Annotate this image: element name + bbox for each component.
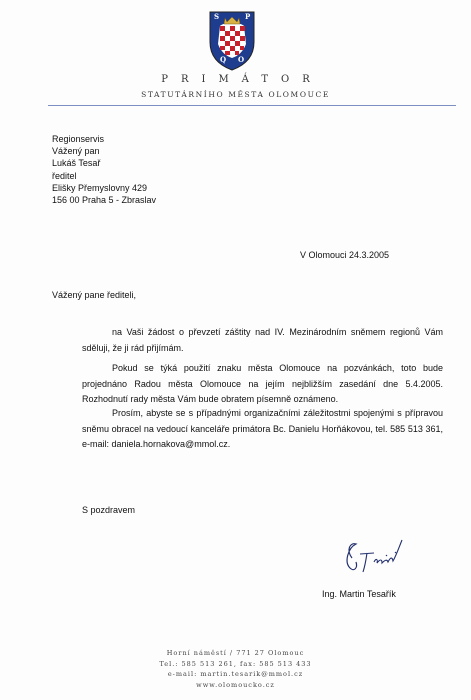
paragraph: Pokud se týká použití znaku města Olomouce na pozvánkách, toto bude projednáno Radou města Olomouce na jejím nejbližším zasedání dne 5.4.2005. Rozhodnutí rady města Vám bude obratem písemně oznámeno. <box>82 363 443 404</box>
paragraph: Prosím, abyste se s případnými organizačními záležitostmi spojenými s přípravou sněmu obracel na vedoucí kanceláře primátora Bc. Danielu Horňákovou, tel. 585 513 361, e-mail: daniela.hornakova@mmol.cz. <box>82 408 443 449</box>
crest-letter-q: Q <box>220 55 227 64</box>
handwritten-signature-icon <box>330 528 420 580</box>
header-divider <box>48 105 456 106</box>
signer-name: Ing. Martin Tesařík <box>322 589 396 599</box>
recipient-line: Regionservis <box>52 134 105 144</box>
recipient-line: Vážený pan <box>52 146 100 157</box>
recipient-line: Lukáš Tesař <box>52 158 101 169</box>
footer-address: Horní náměstí / 771 27 Olomouc <box>166 649 305 657</box>
recipient-address <box>52 133 156 206</box>
closing: S pozdravem <box>82 505 136 515</box>
letterhead-title: PRIMÁTOR <box>161 74 323 85</box>
crest-letter-p: P <box>245 12 251 21</box>
recipient-line: 156 00 Praha 5 - Zbraslav <box>52 195 157 206</box>
paragraph: na Vaši žádost o převzetí záštity nad IV. Mezinárodním sněmem regionů Vám sděluji, že ji rád přijímám. <box>82 327 443 353</box>
letter-footer <box>0 648 471 690</box>
crest-letter-o: O <box>238 55 245 64</box>
recipient-line: Elišky Přemyslovny 429 <box>52 182 148 193</box>
footer-website: www.olomoucko.cz <box>196 680 275 689</box>
recipient-line: ředitel <box>52 170 77 181</box>
crest-letter-s: S <box>214 12 220 21</box>
salutation: Vážený pane řediteli, <box>52 290 137 300</box>
crest-letters <box>207 8 257 72</box>
letterhead-subtitle: STATUTÁRNÍHO MĚSTA OLOMOUCE <box>141 90 330 99</box>
footer-email: e-mail: martin.tesarik@mmol.cz <box>167 670 304 678</box>
footer-phone: Tel.: 585 513 261, fax: 585 513 433 <box>159 659 312 668</box>
letter-date: V Olomouci 24.3.2005 <box>300 250 390 260</box>
